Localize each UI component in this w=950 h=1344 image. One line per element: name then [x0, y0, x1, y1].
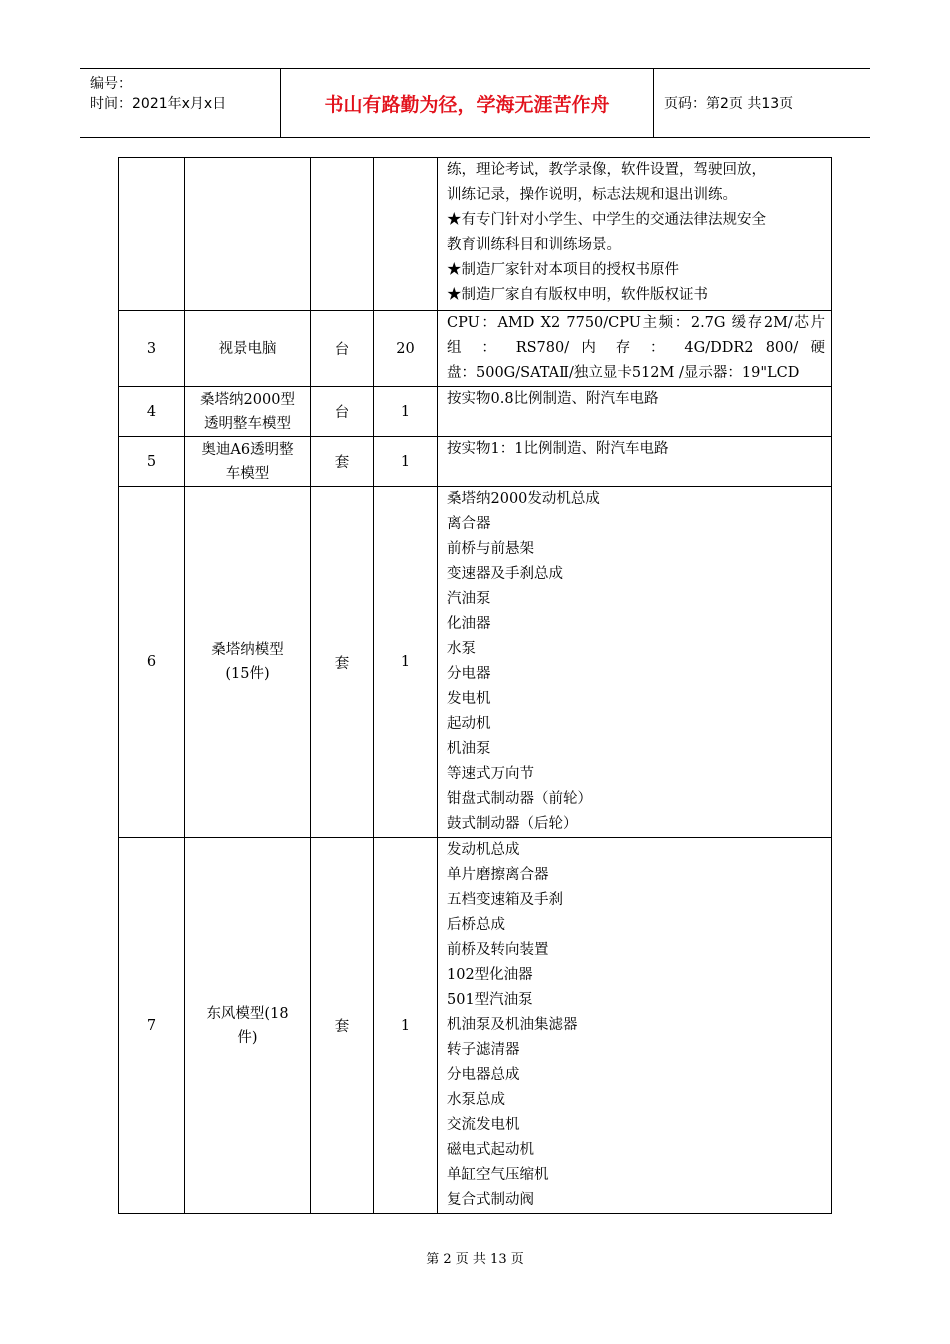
description-line: 盘：500G/SATAⅡ/独立显卡512M /显示器：19"LCD [447, 365, 800, 381]
item-number: 5 [119, 437, 185, 487]
item-name [185, 158, 311, 311]
item-description [438, 437, 832, 487]
description-line: 后桥总成 [447, 917, 505, 933]
item-unit [311, 158, 374, 311]
item-description [438, 838, 832, 1214]
item-name-line: 桑塔纳模型 [211, 642, 284, 658]
item-name [185, 838, 311, 1214]
description-line: 五档变速箱及手刹 [447, 892, 563, 908]
item-name-line: 视景电脑 [218, 340, 277, 357]
description-line: 组 ： RS780/ 内 存 ： 4G/DDR2 800/ 硬 [447, 340, 825, 356]
description-line: 前桥及转向装置 [447, 942, 549, 958]
description-line: 分电器 [447, 666, 491, 682]
equipment-table [118, 157, 832, 1214]
item-name [185, 437, 311, 487]
description-line: 磁电式起动机 [447, 1142, 534, 1158]
item-name [185, 311, 311, 387]
item-quantity: 1 [374, 387, 438, 437]
table-row [119, 158, 832, 311]
table-row [119, 437, 832, 487]
header-meta [80, 69, 281, 137]
item-unit: 套 [311, 838, 374, 1214]
item-name-line: 奥迪A6透明整 [201, 441, 294, 458]
description-line: 汽油泵 [447, 591, 491, 607]
item-quantity: 1 [374, 487, 438, 838]
item-number: 3 [119, 311, 185, 387]
description-line: 练，理论考试，教学录像，软件设置，驾驶回放， [447, 162, 766, 178]
description-line: ★有专门针对小学生、中学生的交通法律法规安全 [447, 212, 766, 228]
description-line: ★制造厂家自有版权申明，软件版权证书 [447, 287, 708, 303]
item-name [185, 387, 311, 437]
table-row [119, 487, 832, 838]
item-quantity [374, 158, 438, 311]
time-label: 时间：2021年x月x日 [90, 96, 227, 112]
description-line: 按实物0.8比例制造、附汽车电路 [447, 391, 659, 407]
item-description [438, 158, 832, 311]
description-line: 等速式万向节 [447, 766, 534, 782]
description-line: 水泵 [447, 641, 476, 657]
description-line: 转子滤清器 [447, 1042, 520, 1058]
table-row [119, 311, 832, 387]
description-line: 变速器及手刹总成 [447, 566, 563, 582]
description-line: 复合式制动阀 [447, 1192, 534, 1208]
item-number: 7 [119, 838, 185, 1214]
header-page-info: 页码：第2页 共13页 [664, 96, 794, 112]
page-header [80, 68, 870, 138]
description-line: 单片磨擦离合器 [447, 867, 549, 883]
header-motto: 书山有路勤为径，学海无涯苦作舟 [281, 69, 654, 137]
description-line: 桑塔纳2000发动机总成 [447, 491, 600, 507]
item-description [438, 387, 832, 437]
item-name-line: (15件) [225, 666, 270, 682]
description-line: 钳盘式制动器（前轮） [447, 791, 592, 807]
description-line: 102型化油器 [447, 967, 533, 983]
item-name-line: 桑塔纳2000型 [200, 391, 295, 408]
description-line: CPU：AMD X2 7750/CPU主频：2.7G 缓存2M/芯片 [447, 315, 825, 331]
table-row [119, 387, 832, 437]
description-line: 化油器 [447, 616, 491, 632]
item-name-line: 东风模型(18 [206, 1005, 289, 1022]
description-line: 训练记录，操作说明，标志法规和退出训练。 [447, 187, 737, 203]
description-line: 机油泵 [447, 741, 491, 757]
description-line: 按实物1：1比例制造、附汽车电路 [447, 441, 669, 457]
item-unit: 台 [311, 387, 374, 437]
item-number [119, 158, 185, 311]
item-name [185, 487, 311, 838]
item-description [438, 487, 832, 838]
description-line: 教育训练科目和训练场景。 [447, 237, 621, 253]
description-line: 起动机 [447, 716, 491, 732]
description-line: 发动机总成 [447, 842, 520, 858]
description-line: 水泵总成 [447, 1092, 505, 1108]
table-row [119, 838, 832, 1214]
page-footer: 第 2 页 共 13 页 [426, 1252, 524, 1267]
item-quantity: 20 [374, 311, 438, 387]
item-quantity: 1 [374, 838, 438, 1214]
item-name-line: 透明整车模型 [204, 415, 291, 432]
description-line: 分电器总成 [447, 1067, 520, 1083]
description-line: 单缸空气压缩机 [447, 1167, 549, 1183]
item-description [438, 311, 832, 387]
item-unit: 台 [311, 311, 374, 387]
item-quantity: 1 [374, 437, 438, 487]
item-number: 6 [119, 487, 185, 838]
item-name-line: 车模型 [225, 465, 270, 482]
item-unit: 套 [311, 437, 374, 487]
equipment-table-body [119, 158, 832, 1214]
description-line: 离合器 [447, 516, 491, 532]
serial-label: 编号： [90, 76, 132, 92]
item-name-line: 件) [237, 1029, 258, 1046]
description-line: 前桥与前悬架 [447, 541, 534, 557]
item-unit: 套 [311, 487, 374, 838]
description-line: 发电机 [447, 691, 491, 707]
item-number: 4 [119, 387, 185, 437]
description-line: 501型汽油泵 [447, 992, 533, 1008]
description-line: 交流发电机 [447, 1117, 520, 1133]
description-line: 机油泵及机油集滤器 [447, 1017, 578, 1033]
description-line: 鼓式制动器（后轮） [447, 816, 578, 832]
description-line: ★制造厂家针对本项目的授权书原件 [447, 262, 679, 278]
